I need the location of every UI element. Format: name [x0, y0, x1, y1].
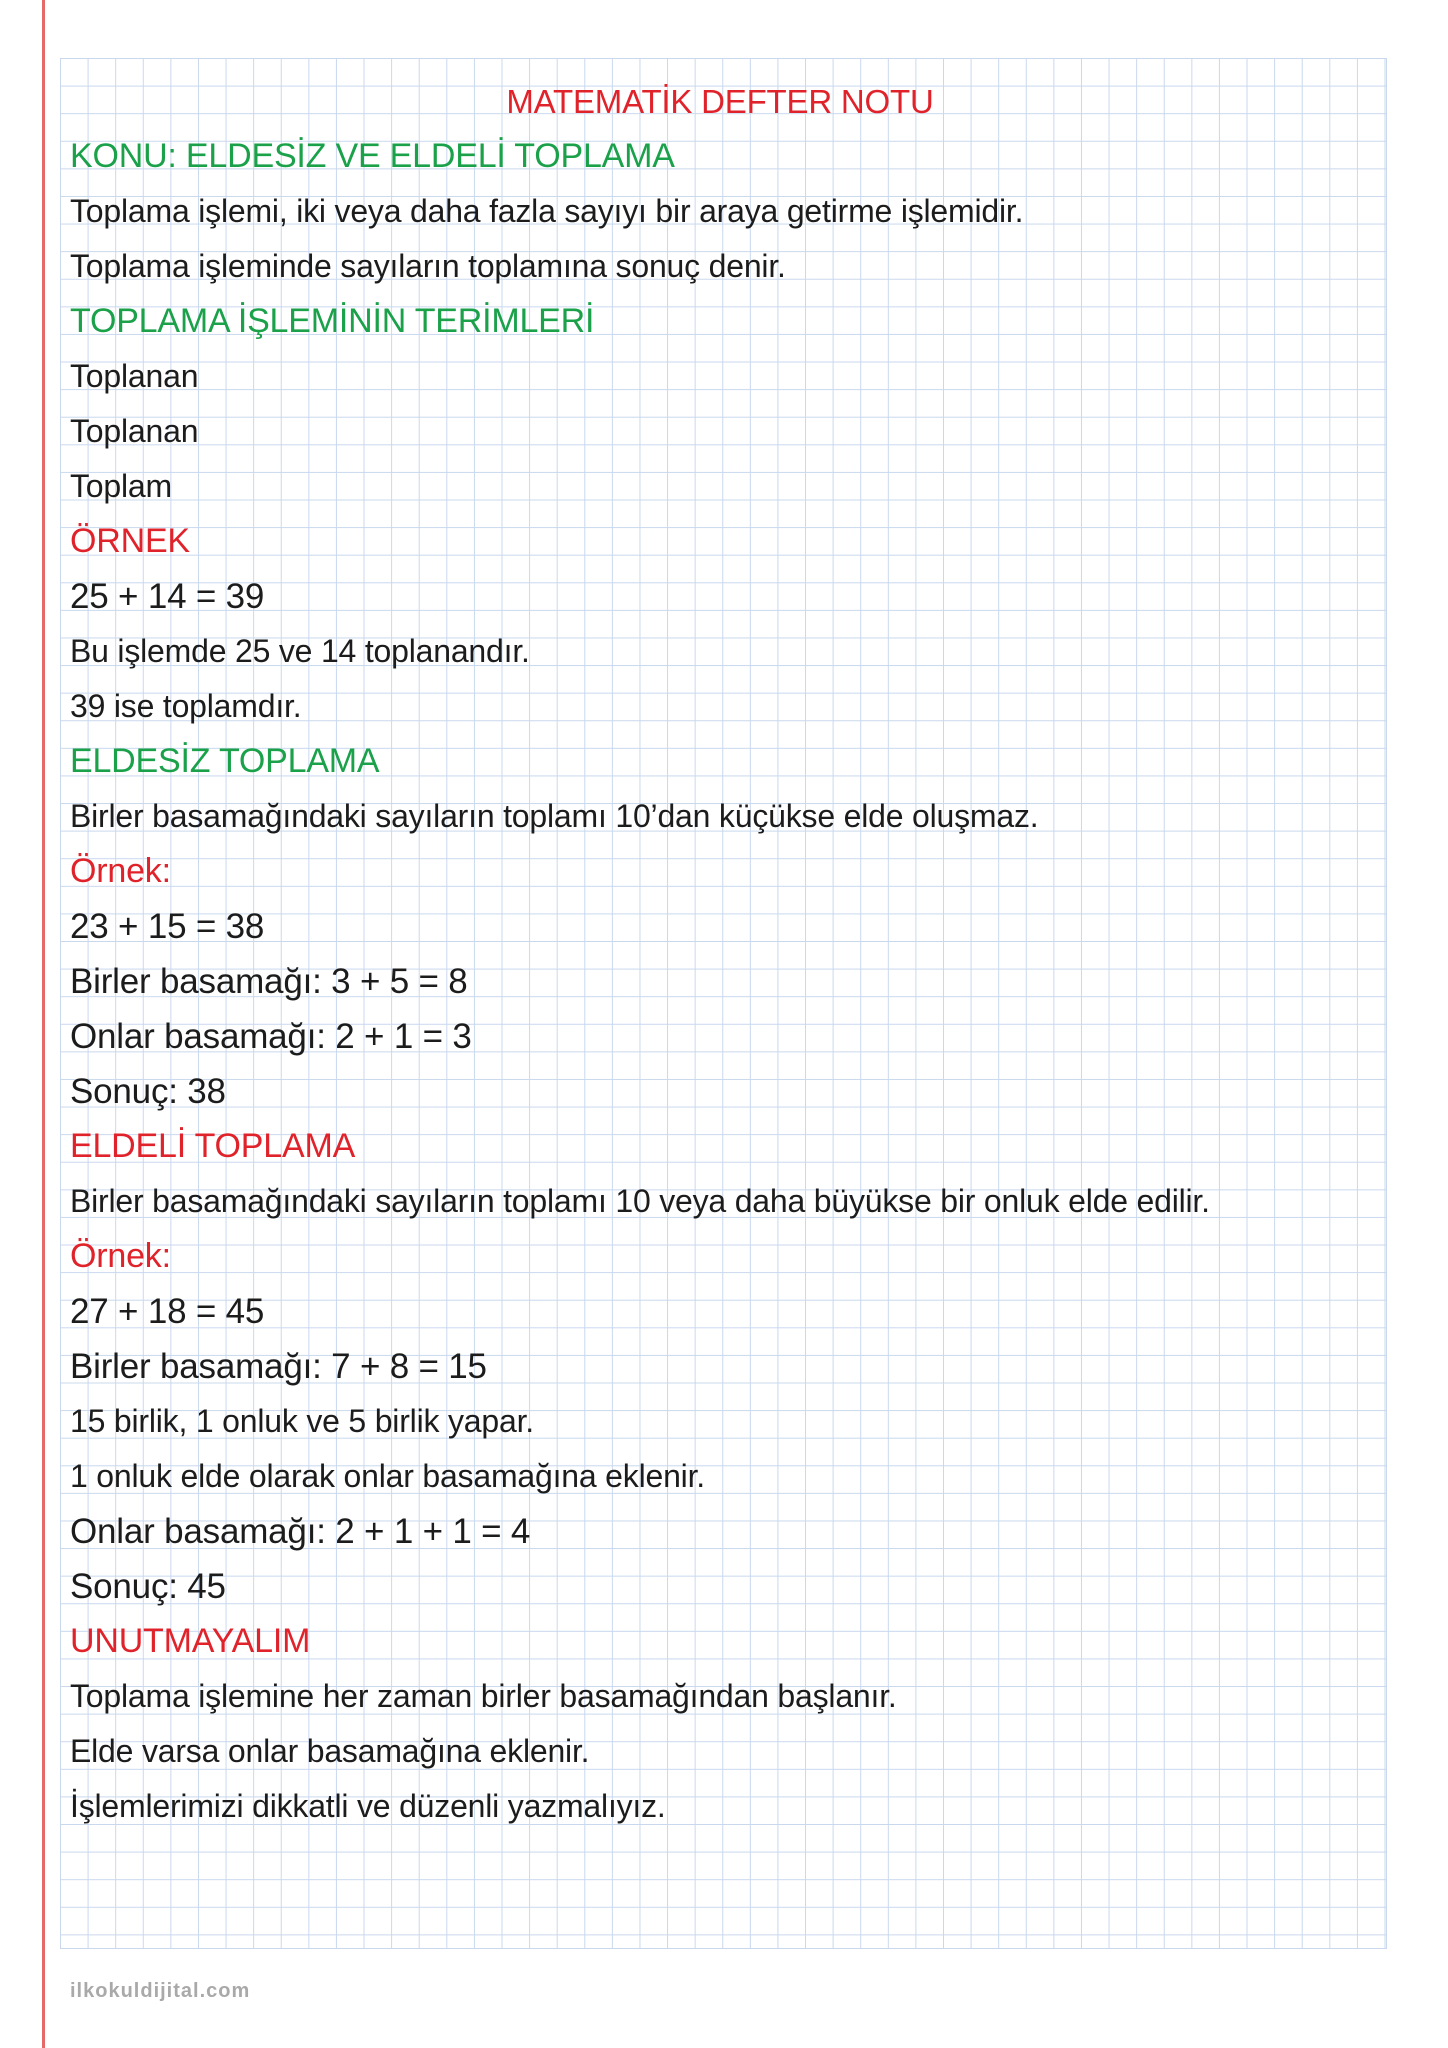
- result-line: Sonuç: 45: [70, 1567, 226, 1606]
- text-line: Birler basamağındaki sayıların toplamı 10 veya daha büyükse bir onluk elde edilir.: [70, 1183, 1210, 1219]
- site-watermark: ilkokuldijital.com: [70, 1980, 251, 2002]
- term-addend: Toplanan: [70, 413, 199, 449]
- section-heading-terms: TOPLAMA İŞLEMİNİN TERİMLERİ: [70, 302, 595, 340]
- result-line: Sonuç: 38: [70, 1072, 226, 1111]
- text-line: Elde varsa onlar basamağına eklenir.: [70, 1733, 590, 1769]
- text-line: İşlemlerimizi dikkatli ve düzenli yazmalıyız.: [70, 1788, 666, 1824]
- math-line: Onlar basamağı: 2 + 1 + 1 = 4: [70, 1512, 531, 1551]
- section-heading-reminder: UNUTMAYALIM: [70, 1622, 311, 1660]
- notebook-content: [70, 74, 1370, 1834]
- example-label: Örnek:: [70, 852, 171, 890]
- text-line: 1 onluk elde olarak onlar basamağına eklenir.: [70, 1458, 705, 1494]
- term-addend: Toplanan: [70, 358, 199, 394]
- section-heading-eldesiz: ELDESİZ TOPLAMA: [70, 742, 380, 780]
- term-sum: Toplam: [70, 468, 172, 504]
- topic-heading: KONU: ELDESİZ VE ELDELİ TOPLAMA: [70, 137, 675, 175]
- text-line: Birler basamağındaki sayıların toplamı 10’dan küçükse elde oluşmaz.: [70, 798, 1039, 834]
- text-line: Toplama işlemi, iki veya daha fazla sayıyı bir araya getirme işlemidir.: [70, 193, 1024, 229]
- math-line: Birler basamağı: 3 + 5 = 8: [70, 962, 468, 1001]
- text-line: Toplama işlemine her zaman birler basamağından başlanır.: [70, 1678, 897, 1714]
- page-title: MATEMATİK DEFTER NOTU: [506, 83, 934, 120]
- example-label: Örnek:: [70, 1237, 171, 1275]
- math-line: 25 + 14 = 39: [70, 577, 265, 616]
- text-line: Bu işlemde 25 ve 14 toplanandır.: [70, 633, 530, 669]
- text-line: 39 ise toplamdır.: [70, 688, 302, 724]
- math-line: Onlar basamağı: 2 + 1 = 3: [70, 1017, 472, 1056]
- section-heading-eldeli: ELDELİ TOPLAMA: [70, 1127, 356, 1165]
- math-line: 23 + 15 = 38: [70, 907, 265, 946]
- math-line: 27 + 18 = 45: [70, 1292, 265, 1331]
- math-line: Birler basamağı: 7 + 8 = 15: [70, 1347, 487, 1386]
- margin-line: [42, 0, 45, 2048]
- text-line: 15 birlik, 1 onluk ve 5 birlik yapar.: [70, 1403, 534, 1439]
- text-line: Toplama işleminde sayıların toplamına sonuç denir.: [70, 248, 786, 284]
- example-heading: ÖRNEK: [70, 522, 190, 560]
